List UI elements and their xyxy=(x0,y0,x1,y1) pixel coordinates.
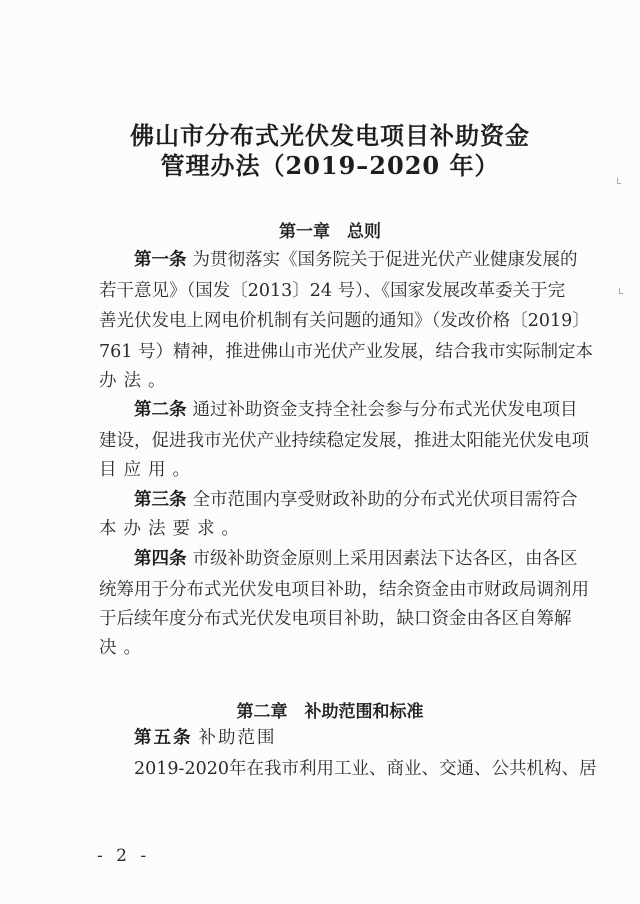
document-title-line-1: 佛山市分布式光伏发电项目补助资金 xyxy=(130,121,530,150)
chapter-heading-1: 第一章 总则 xyxy=(279,222,381,242)
article-4-line: 统筹用于分布式光伏发电项目补助，结余资金由市财政局调剂用 xyxy=(99,580,589,600)
article-label: 第五条 xyxy=(134,728,193,748)
article-5-heading xyxy=(134,726,564,750)
article-4-line: 决。 xyxy=(99,638,148,658)
page-number: - 2 - xyxy=(97,846,151,866)
article-3-line: 本办法要求。 xyxy=(99,519,246,539)
article-3-line xyxy=(134,488,578,512)
article-label: 第四条 xyxy=(134,549,187,569)
article-text: 通过补助资金支持全社会参与分布式光伏发电项目 xyxy=(192,400,578,420)
article-4-line xyxy=(134,547,578,571)
article-label: 第三条 xyxy=(134,490,187,510)
chapter-heading-2: 第二章 补助范围和标准 xyxy=(236,702,424,722)
article-1-line: 办法。 xyxy=(99,371,173,391)
article-1-line: 善光伏发电上网电价机制有关问题的通知》（发改价格〔2019〕 xyxy=(99,311,590,331)
article-5-body-line: 2019-2020年在我市利用工业、商业、交通、公共机构、居 xyxy=(134,759,597,779)
article-text: 全市范围内享受财政补助的分布式光伏项目需符合 xyxy=(192,490,578,510)
article-1-line xyxy=(134,248,578,272)
article-label: 第一条 xyxy=(134,250,187,270)
article-text: 市级补助资金原则上采用因素法下达各区，由各区 xyxy=(192,549,578,569)
document-title-line-2: 管理办法（2019–2020 年） xyxy=(160,151,500,180)
article-4-line: 于后续年度分布式光伏发电项目补助，缺口资金由各区自筹解 xyxy=(99,609,572,629)
article-1-line: 若干意见》（国发〔2013〕24 号）、《国家发展改革委关于完 xyxy=(99,281,566,301)
article-label: 第二条 xyxy=(134,400,187,420)
scan-mark xyxy=(619,288,623,294)
article-2-line: 目应用。 xyxy=(99,460,197,480)
article-text: 为贯彻落实《国务院关于促进光伏产业健康发展的 xyxy=(192,250,578,270)
article-2-line xyxy=(134,398,578,422)
article-text: 补助范围 xyxy=(198,728,277,748)
article-1-line: 761 号）精神，推进佛山市光伏产业发展，结合我市实际制定本 xyxy=(99,342,593,362)
article-2-line: 建设，促进我市光伏产业持续稳定发展，推进太阳能光伏发电项 xyxy=(99,431,589,451)
scan-mark xyxy=(617,178,621,184)
